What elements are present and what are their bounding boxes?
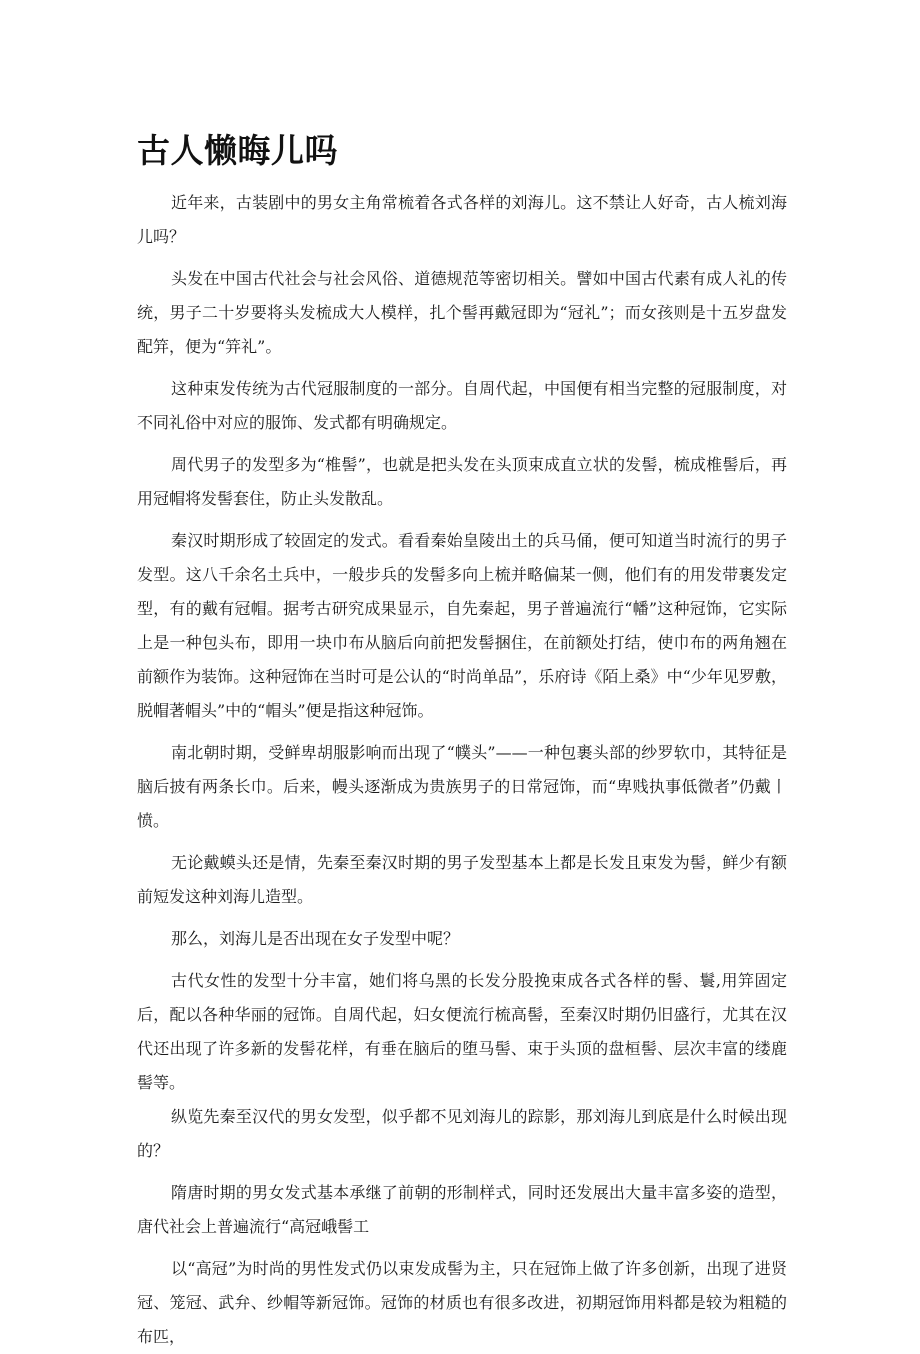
paragraph-1: 近年来，古装剧中的男女主角常梳着各式各样的刘海儿。这不禁让人好奇，古人梳刘海儿吗？ [137, 193, 787, 246]
paragraph-6: 南北朝时期，受鲜卑胡服影响而出现了“幞头”——一种包裹头部的纱罗软巾，其特征是脑后披有两条长巾。后来，幔头逐渐成为贵族男子的日常冠饰，而“卑贱执事低微者”仍戴丨愤。 [137, 743, 787, 830]
paragraph-2: 头发在中国古代社会与社会风俗、道德规范等密切相关。譬如中国古代素有成人礼的传统，男子二十岁要将头发梳成大人模样，扎个髻再戴冠即为“冠礼”；而女孩则是十五岁盘发配笄，便为“笄礼”。 [137, 269, 787, 356]
paragraph-10: 纵览先秦至汉代的男女发型，似乎都不见刘海儿的踪影，那刘海儿到底是什么时候出现的？ [137, 1107, 787, 1160]
paragraph-7: 无论戴蟆头还是情，先秦至秦汉时期的男子发型基本上都是长发且束发为髻，鲜少有额前短发这种刘海儿造型。 [137, 853, 787, 906]
paragraph-4: 周代男子的发型多为“椎髻”，也就是把头发在头顶束成直立状的发髻，梳成椎髻后，再用冠帽将发髻套住，防止头发散乱。 [137, 455, 787, 508]
paragraph-9: 古代女性的发型十分丰富，她们将乌黑的长发分股挽束成各式各样的髻、鬟,用笄固定后，配以各种华丽的冠饰。自周代起，妇女便流行梳高髻，至秦汉时期仍旧盛行，尤其在汉代还出现了许多新的发髻花样，有垂在脑后的堕马髻、束于头顶的盘桓髻、层次丰富的缕鹿髻等。 [137, 971, 787, 1092]
paragraph-3: 这种束发传统为古代冠服制度的一部分。自周代起，中国便有相当完整的冠服制度，对不同礼俗中对应的服饰、发式都有明确规定。 [137, 379, 787, 432]
paragraph-8: 那么，刘海儿是否出现在女子发型中呢？ [171, 929, 460, 948]
paragraph-5: 秦汉时期形成了较固定的发式。看看秦始皇陵出土的兵马俑，便可知道当时流行的男子发型。这八千余名土兵中，一般步兵的发髻多向上梳并略偏某一侧，他们有的用发带裹发定型，有的戴有冠帽。据考古研究成果显示，自先秦起，男子普遍流行“幡”这种冠饰，它实际上是一种包头布，即用一块巾布从脑后向前把发髻捆住，在前额处打结，使巾布的两角翘在前额作为装饰。这种冠饰在当时可是公认的“时尚单品”，乐府诗《陌上桑》中“少年见罗敷，脱帽著帽头”中的“帽头”便是指这种冠饰。 [137, 531, 787, 720]
paragraph-11: 隋唐时期的男女发式基本承继了前朝的形制样式，同时还发展出大量丰富多姿的造型，唐代社会上普遍流行“高冠峨髻工 [137, 1183, 787, 1236]
article-title: 古人懒晦儿吗 [137, 131, 338, 170]
article-body [137, 186, 787, 1354]
paragraph-12: 以“高冠”为时尚的男性发式仍以束发成髻为主，只在冠饰上做了许多创新，出现了进贤冠、笼冠、武弁、纱帽等新冠饰。冠饰的材质也有很多改进，初期冠饰用料都是较为粗糙的布匹， [137, 1259, 787, 1346]
